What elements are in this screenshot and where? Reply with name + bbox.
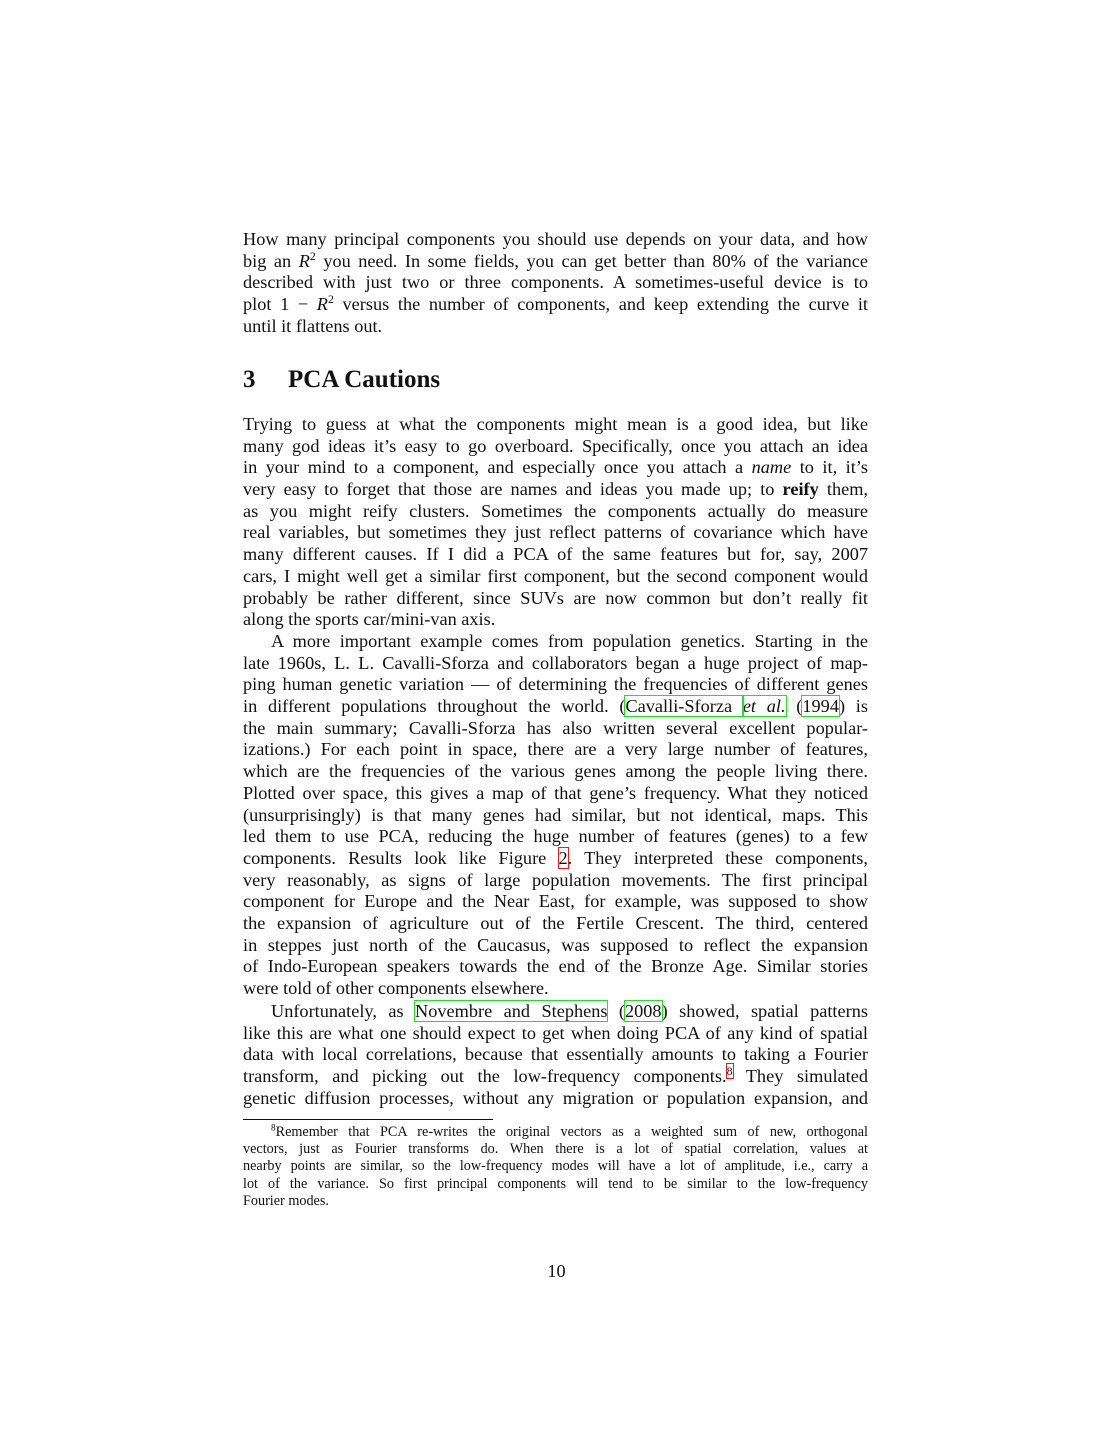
text-line (243, 479, 868, 501)
text-line (243, 522, 868, 544)
cross-reference-link[interactable]: 8 (726, 1063, 733, 1078)
citation-link[interactable]: 2008 (625, 1001, 662, 1021)
citation-link[interactable]: et al. (742, 696, 786, 717)
text-line (243, 457, 868, 479)
text-line (243, 718, 868, 740)
footnote-8 (243, 1124, 868, 1210)
text-span: along the sports car/mini-van axis. (243, 609, 496, 630)
text-line (243, 291, 868, 316)
section-title: PCA Cautions (288, 366, 441, 393)
text-span: real variables, but sometimes they just reflect patterns of covariance which have (243, 522, 868, 543)
text-line (243, 761, 868, 783)
text-span: Trying to guess at what the components might mean is a good idea, but like (243, 414, 868, 434)
text-span: like this are what one should expect to get when doing PCA of any kind of spatial (243, 1022, 868, 1043)
text-span: in different populations throughout the world. ( (243, 696, 626, 717)
page-number: 10 (547, 1261, 566, 1281)
text-span: you need. In some fields, you can get better than 80% of the variance (315, 250, 868, 271)
text-span: vectors, just as Fourier transforms do. When there is a lot of spatial correlation, values at (243, 1141, 868, 1158)
text-span: Remember that PCA re-writes the original vectors as a weighted sum of new, orthogonal (275, 1124, 868, 1140)
text-line (243, 870, 868, 892)
text-span: to it, it’s (791, 457, 868, 478)
text-span: components. Results look like Figure (243, 847, 559, 868)
text-span: described with just two or three components. A sometimes-useful device is to (243, 272, 868, 293)
text-span: were told of other components elsewhere. (243, 978, 549, 998)
text-span: A more important example comes from population genetics. Starting in the (271, 631, 868, 651)
text-line (243, 1088, 868, 1110)
text-line (243, 588, 868, 610)
text-span: ping human genetic variation — of determining the frequencies of different genes (243, 674, 868, 695)
text-span: lot of the variance. So first principal components will tend to be similar to the low-frequency (243, 1175, 868, 1192)
text-line (243, 272, 868, 294)
text-line (243, 414, 868, 436)
text-line (243, 1176, 868, 1193)
text-line (243, 1141, 868, 1158)
text-span: How many principal components you should use depends on your data, and how (243, 229, 868, 249)
text-span: Plotted over space, this gives a map of that gene’s frequency. What they noticed (243, 782, 868, 803)
text-line (243, 501, 868, 523)
paragraph-population-genetics (243, 631, 868, 1000)
cross-reference-link[interactable]: 2 (558, 847, 568, 868)
text-line (243, 978, 868, 1000)
intro-paragraph (243, 229, 868, 337)
text-span: reify (782, 479, 819, 500)
text-line (243, 1023, 868, 1045)
text-span: which are the frequencies of the various genes among the people living there. (243, 761, 868, 782)
text-span: 8 (271, 1122, 276, 1133)
text-span: genetic diffusion processes, without any migration or population expansion, and (243, 1087, 868, 1108)
text-span: probably be rather different, since SUVs are now common but don’t really fit (243, 587, 868, 608)
text-span: late 1960s, L. L. Cavalli-Sforza and collaborators began a huge project of map- (243, 652, 868, 673)
text-span: izations.) For each point in space, there are a very large number of features, (243, 739, 868, 760)
text-span: of Indo-European speakers towards the end of the Bronze Age. Similar stories (243, 956, 868, 977)
text-span: ) showed, spatial patterns (661, 1001, 868, 1021)
footnote-rule (243, 1119, 493, 1120)
text-line (243, 674, 868, 696)
text-span: ( (607, 1001, 625, 1021)
text-line (243, 631, 868, 653)
text-span: (unsurprisingly) is that many genes had similar, but not identical, maps. This (243, 804, 868, 825)
text-span: in steppes just north of the Caucasus, was supposed to reflect the expansion (243, 934, 868, 955)
text-line (243, 1158, 868, 1175)
text-span: nearby points are similar, so the low-frequency modes will have a lot of amplitude, i.e., carry a (243, 1158, 868, 1175)
text-span: 2 (309, 248, 316, 263)
paragraph-novembre-stephens (243, 1001, 868, 1109)
section-heading (243, 366, 440, 394)
text-span: plot 1 − (243, 294, 317, 315)
text-span: as you might reify clusters. Sometimes the components actually do measure (243, 500, 868, 521)
text-span: big an (243, 250, 299, 271)
text-line (243, 739, 868, 761)
text-line (243, 609, 868, 631)
text-span: very reasonably, as signs of large population movements. The first principal (243, 869, 868, 890)
text-line (243, 891, 868, 913)
text-line (243, 1063, 868, 1088)
text-span: ( (785, 696, 803, 717)
text-span: data with local correlations, because that essentially amounts to taking a Fourier (243, 1044, 868, 1065)
text-span: 2 (327, 291, 334, 306)
text-span: them, (818, 479, 868, 500)
text-line (243, 826, 868, 848)
text-span: Fourier modes. (243, 1192, 329, 1209)
text-line (243, 566, 868, 588)
text-line (243, 956, 868, 978)
text-line (243, 1001, 868, 1023)
citation-link[interactable]: 1994 (802, 696, 839, 717)
text-line (243, 436, 868, 458)
text-line (243, 913, 868, 935)
text-line (243, 1044, 868, 1066)
text-span: component for Europe and the Near East, for example, was supposed to show (243, 891, 868, 912)
text-span: R (298, 250, 310, 271)
text-line (243, 653, 868, 675)
text-span: until it flattens out. (243, 315, 383, 336)
text-span: ) is (838, 696, 868, 717)
text-line (243, 848, 868, 870)
text-span: the expansion of agriculture out of the Fertile Crescent. The third, centered (243, 912, 868, 933)
text-line (243, 544, 868, 566)
text-span: R (316, 294, 328, 315)
text-span: . They interpreted these components, (567, 847, 868, 868)
text-line (243, 1124, 868, 1141)
section-number: 3 (243, 366, 256, 393)
citation-link[interactable]: Cavalli-Sforza (625, 696, 743, 717)
text-line (243, 935, 868, 957)
text-span: in your mind to a component, and especially once you attach a (243, 457, 752, 478)
text-span: many different causes. If I did a PCA of the same features but for, say, 2007 (243, 544, 868, 565)
text-span: name (751, 457, 792, 478)
text-line (243, 316, 868, 338)
text-span: cars, I might well get a similar first component, but the second component would (243, 565, 868, 586)
text-line (243, 805, 868, 827)
citation-link[interactable]: Novembre and Stephens (415, 1001, 608, 1021)
text-span: transform, and picking out the low-frequency components. (243, 1066, 727, 1087)
text-line (243, 783, 868, 805)
text-span: very easy to forget that those are names and ideas you made up; to (243, 479, 783, 500)
text-span: led them to use PCA, reducing the huge number of features (genes) to a few (243, 826, 868, 847)
text-span: versus the number of components, and keep extending the curve it (333, 294, 868, 315)
text-line (243, 696, 868, 718)
text-span: many god ideas it’s easy to go overboard. Specifically, once you attach an idea (243, 435, 868, 456)
paragraph-reification (243, 414, 868, 631)
text-line (243, 1193, 868, 1210)
text-span: Unfortunately, as (271, 1001, 416, 1021)
text-span: They simulated (732, 1066, 868, 1087)
text-span: the main summary; Cavalli-Sforza has also written several excellent popular- (243, 717, 868, 738)
text-line (243, 229, 868, 251)
text-line (243, 248, 868, 273)
